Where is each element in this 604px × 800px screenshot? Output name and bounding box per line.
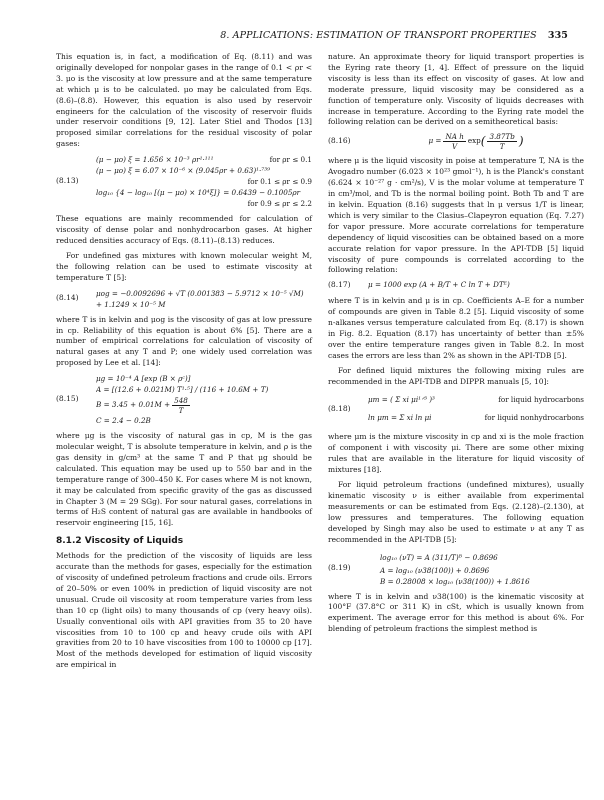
denominator: V xyxy=(452,142,458,152)
paragraph: where μ is the liquid viscosity in poise at temperature T, NA is the Avogadro number (6.023 × 10²³ gmol⁻¹), h is the Planck's constant (6.624 × 10⁻²⁷ g · cm²/s), V is the molar volume at temperature T in cm³/mol, and Tb is the normal boiling point. Both Tb and T are in kelvin. Equation (8.16) suggests that ln μ versus 1/T is linear, which is very similar to the Clasius–Clapeyron equation (Eq. 7.27) for vapor pressure. More accurate correlations for temperature dependency of liquid viscosities can be obtained based on a more accurate relation for vapor pressure. In the API-TDB [5] liquid viscosity of pure compounds is correlated according to the following relation: xyxy=(328,156,584,275)
denominator: T xyxy=(499,142,505,152)
equation-line: log₁₀ (νT) = A (311/T)ᴮ − 0.8696 xyxy=(380,552,498,562)
equation-8-16: (8.16) μ = $\frac{\text{NA h}}{V}$ exp ( $\frac{3.87Tb}{T}$ ) xyxy=(328,132,524,152)
equation-line: A = log₁₀ (ν38(100)) + 0.8696 xyxy=(380,565,490,575)
fraction xyxy=(443,132,465,151)
numerator: 3.87Tb xyxy=(489,132,515,142)
equation-condition: for ρr ≤ 0.1 xyxy=(269,155,312,165)
paragraph: These equations are mainly recommended for calculation of viscosity of dense polar and nonhydrocarbon gases. At higher reduced densities accuracy of Eqs. (8.11)–(8.13) reduces. xyxy=(56,214,312,245)
equation-lhs: μ = xyxy=(428,136,442,146)
equation-line: μ = 1000 exp (A + B/T + C ln T + DTᴱ) xyxy=(368,280,510,290)
equation-line: A = [(12.6 + 0.021M) T¹·⁵] / (116 + 10.6M + T) xyxy=(96,385,269,395)
equation-line: μg = 10⁻⁴ A [exp (B × ρᶜ)] xyxy=(96,374,191,384)
equation-function: exp xyxy=(467,136,481,146)
page-number: 335 xyxy=(547,30,568,41)
equation-number: (8.17) xyxy=(328,280,351,290)
equation-line: (μ − μo) ξ = 1.656 × 10⁻³ ρr¹·¹¹¹ xyxy=(96,155,214,165)
paragraph: where T is in kelvin and μog is the viscosity of gas at low pressure in cp. Reliability of this equation is about 6% [5]. There are a number of empirical correlations for calculation of viscosity of natural gases at any T and P; one widely used correlation was proposed by Lee et al. [14]: xyxy=(56,314,312,368)
paragraph: where T is in kelvin and ν38(100) is the kinematic viscosity at 100°F (37.8°C or 311 K) in cSt, which is usually known from experiment. The average error for this method is about 6%. For blending of petroleum fractions the simplest method is xyxy=(328,591,584,634)
paragraph: For undefined gas mixtures with known molecular weight M, the following relation can be used to estimate viscosity at temperature T [5]: xyxy=(56,250,312,282)
denominator: T xyxy=(178,405,184,415)
equation-line: (μ − μo) ξ = 6.07 × 10⁻⁶ × (9.045ρr + 0.63)¹·⁷³⁹ xyxy=(96,166,270,176)
equation-line: C = 2.4 − 0.2B xyxy=(96,416,151,426)
equation-condition: for 0.9 ≤ ρr ≤ 2.2 xyxy=(247,199,312,209)
equation-line: log₁₀ {4 − log₁₀ [(μ − μo) × 10⁴ξ]} = 0.6439 − 0.1005ρr xyxy=(96,188,301,198)
running-header xyxy=(36,30,568,41)
paragraph: where T is in kelvin and μ is in cp. Coefficients A–E for a number of compounds are given in Table 8.2 [5]. Liquid viscosity of some n-alkanes versus temperature calculated from Eq. (8.17) is shown in Fig. 8.2. Equation (8.17) has uncertainty of better than ±5% over the entire temperature ranges given in Table 8.2. In most cases the errors are less than 2% as shown in the API-TDB [5]. xyxy=(328,296,584,360)
paragraph: Methods for the prediction of the viscosity of liquids are less accurate than the methods for gases, especially for the estimation of viscosity of undefined petroleum fractions and crude oils. Errors of 20–50% or even 100% in prediction of liquid viscosity are not unusual. Crude oil viscosity at room temperature varies from less than 10 cp (light oils) to many thousands of cp (very heavy oils). Usually conventional oils with API gravities from 35 to 20 have viscosities from 10 to 100 cp and heavy crude oils with API gravities from 20 to 10 have viscosities from 100 to 10000 cp [17]. Most of the methods developed for estimation of liquid viscosity are empirical in xyxy=(56,551,312,670)
equation-condition: for liquid hydrocarbons xyxy=(498,395,584,405)
numerator: NA h xyxy=(445,132,464,142)
equation-8-14 xyxy=(56,288,312,310)
fraction xyxy=(487,132,516,151)
equation-number: (8.15) xyxy=(56,394,79,404)
equation-number: (8.13) xyxy=(56,176,79,186)
equation-number: (8.16) xyxy=(328,136,351,146)
equation-8-15 xyxy=(56,373,312,426)
equation-condition: for 0.1 ≤ ρr ≤ 0.9 xyxy=(247,177,312,187)
equation-number: (8.14) xyxy=(56,293,79,303)
equation-condition: for liquid nonhydrocarbons xyxy=(484,413,584,423)
equation-number: (8.18) xyxy=(328,404,351,414)
equation-line: B = 0.28008 × log₁₀ (ν38(100)) + 1.8616 xyxy=(380,576,530,586)
equation-8-18 xyxy=(328,391,584,427)
paragraph: nature. An approximate theory for liquid transport properties is the Eyring rate theory [1, 4]. Effect of pressure on the liquid viscosity is less than its effect on viscosity of gases. At low and moderate pressure, liquid viscosity may be considered as a function of temperature only. Viscosity of liquids decreases with increase in temperature. According to the Eyring rate model the following relation can be derived on a semitheoretical basis: xyxy=(328,52,584,127)
equation-8-17 xyxy=(328,280,584,291)
equation-line: ln μm = Σ xi ln μi xyxy=(368,413,432,423)
paragraph: This equation is, in fact, a modification of Eq. (8.11) and was originally developed for nonpolar gases in the range of 0.1 < ρr < 3. μo is the viscosity at low pressure and at the same temperature at which μ is to be calculated. μo may be calculated from Eqs. (8.6)–(8.8). However, this equation is also used by reservoir engineers for the calculation of the viscosity of reservoir fluids under reservoir conditions [9, 12]. Later Stiel and Thodos [13] proposed similar correlations for the residual viscosity of polar gases: xyxy=(56,52,312,149)
paragraph: For liquid petroleum fractions (undefined mixtures), usually kinematic viscosity ν is either available from experimental measurements or can be estimated from Eqs. (2.128)–(2.130), at low pressures and temperatures. The following equation developed by Singh may also be used to estimate ν at any T as recommended in the API-TDB [5]: xyxy=(328,480,584,544)
section-heading: 8.1.2 Viscosity of Liquids xyxy=(56,536,184,547)
equation-line: B = 3.45 + 0.01M + xyxy=(96,400,171,410)
paragraph: For defined liquid mixtures the following mixing rules are recommended in the API-TDB and DIPPR manuals [5, 10]: xyxy=(328,365,584,386)
left-column xyxy=(56,52,312,675)
paragraph: where μm is the mixture viscosity in cp and xi is the mole fraction of component i with viscosity μi. There are some other mixing rules that are available in the literature for liquid viscosity of mixtures [18]. xyxy=(328,432,584,475)
equation-line: + 1.1249 × 10⁻⁵ M xyxy=(96,299,166,309)
equation-line: μm = ( Σ xi μi¹ᐟ³ )³ xyxy=(368,395,435,405)
equation-8-13 xyxy=(56,154,312,209)
equation-line: μog = −0.0092696 + √T (0.001383 − 5.9712 × 10⁻⁵ √M) xyxy=(96,288,304,298)
running-title: 8. APPLICATIONS: ESTIMATION OF TRANSPORT PROPERTIES xyxy=(220,30,537,41)
equation-8-19 xyxy=(328,550,584,587)
fraction xyxy=(172,396,190,415)
right-column xyxy=(328,52,584,639)
paragraph: where μg is the viscosity of natural gas in cp, M is the gas molecular weight, T is absolute temperature in kelvin, and ρ is the gas density in g/cm³ at the same T and P that μg should be calculated. This equation may be used up to 550 bar and in the temperature range of 300–450 K. For cases where M is not known, it may be calculated from specific gravity of the gas as discussed in Chapter 3 (M = 29 SGg). For sour natural gases, correlations in terms of H₂S content of natural gas are available in handbooks of reservoir engineering [15, 16]. xyxy=(56,431,312,528)
numerator: 548 xyxy=(174,395,188,405)
equation-number: (8.19) xyxy=(328,562,351,572)
